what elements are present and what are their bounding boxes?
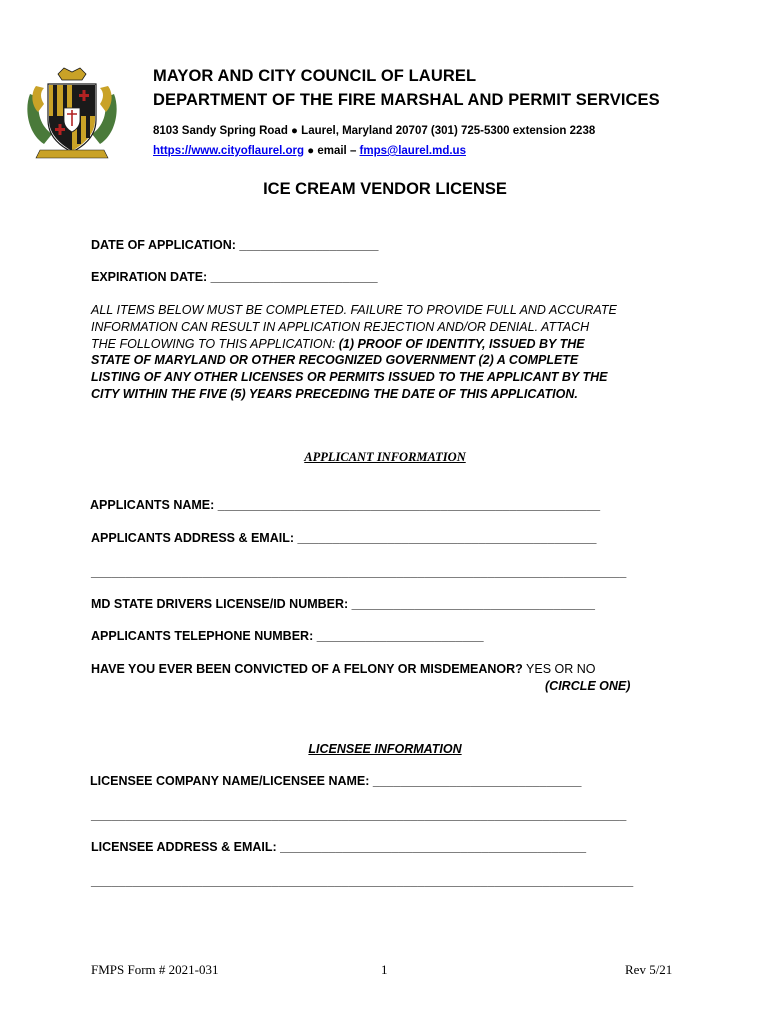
contact-web-line <box>153 145 466 157</box>
applicant-name-field[interactable]: APPLICANTS NAME: _______________________________________________________ <box>90 498 601 512</box>
licensee-address-continuation-field[interactable]: ______________________________________________________________________________ <box>91 874 634 888</box>
expiration-date-field[interactable]: EXPIRATION DATE: ________________________ <box>91 270 378 284</box>
licensee-company-name-field[interactable]: LICENSEE COMPANY NAME/LICENSEE NAME: ______________________________ <box>90 774 582 788</box>
licensee-section-heading: LICENSEE INFORMATION <box>308 742 462 756</box>
email-link[interactable]: fmps@laurel.md.us <box>359 145 466 157</box>
form-title: ICE CREAM VENDOR LICENSE <box>263 180 507 198</box>
revision-date: Rev 5/21 <box>625 962 673 977</box>
notice-line <box>91 336 691 353</box>
licensee-address-email-field[interactable]: LICENSEE ADDRESS & EMAIL: ____________________________________________ <box>91 840 587 854</box>
applicant-address-continuation-field[interactable]: _____________________________________________________________________________ <box>91 565 627 579</box>
applicant-section-heading: APPLICANT INFORMATION <box>304 450 466 464</box>
circle-one-instruction: (CIRCLE ONE) <box>545 679 631 693</box>
licensee-name-continuation-field[interactable]: _____________________________________________________________________________ <box>91 808 627 822</box>
applicant-telephone-field[interactable]: APPLICANTS TELEPHONE NUMBER: ________________________ <box>91 629 484 643</box>
drivers-license-field[interactable]: MD STATE DRIVERS LICENSE/ID NUMBER: ___________________________________ <box>91 597 595 611</box>
city-seal-icon <box>22 64 122 164</box>
contact-address: 8103 Sandy Spring Road ● Laurel, Maryland 20707 (301) 725-5300 extension 2238 <box>153 125 596 137</box>
notice-text: THE FOLLOWING TO THIS APPLICATION: <box>91 336 339 351</box>
felony-question-text: HAVE YOU EVER BEEN CONVICTED OF A FELONY OR MISDEMEANOR? <box>91 662 523 676</box>
department-name: DEPARTMENT OF THE FIRE MARSHAL AND PERMIT SERVICES <box>153 91 660 109</box>
felony-question <box>91 662 595 676</box>
requirements-notice <box>91 302 691 403</box>
notice-line: LISTING OF ANY OTHER LICENSES OR PERMITS ISSUED TO THE APPLICANT BY THE <box>91 370 608 385</box>
notice-line: STATE OF MARYLAND OR OTHER RECOGNIZED GOVERNMENT (2) A COMPLETE <box>91 353 579 368</box>
form-number: FMPS Form # 2021-031 <box>91 962 219 977</box>
felony-choices[interactable]: YES OR NO <box>522 662 596 676</box>
date-of-application-field[interactable]: DATE OF APPLICATION: ____________________ <box>91 238 379 252</box>
notice-line: ALL ITEMS BELOW MUST BE COMPLETED. FAILURE TO PROVIDE FULL AND ACCURATE <box>91 303 617 317</box>
notice-emphasis: (1) PROOF OF IDENTITY, ISSUED BY THE <box>338 336 585 351</box>
notice-line: INFORMATION CAN RESULT IN APPLICATION REJECTION AND/OR DENIAL. ATTACH <box>91 319 590 334</box>
email-separator: ● email – <box>304 145 360 157</box>
organization-name: MAYOR AND CITY COUNCIL OF LAUREL <box>153 67 477 85</box>
applicant-address-email-field[interactable]: APPLICANTS ADDRESS & EMAIL: ___________________________________________ <box>91 531 597 545</box>
website-link[interactable]: https://www.cityoflaurel.org <box>153 145 304 157</box>
page-number: 1 <box>381 962 388 977</box>
notice-line: CITY WITHIN THE FIVE (5) YEARS PRECEDING THE DATE OF THIS APPLICATION. <box>91 386 578 401</box>
